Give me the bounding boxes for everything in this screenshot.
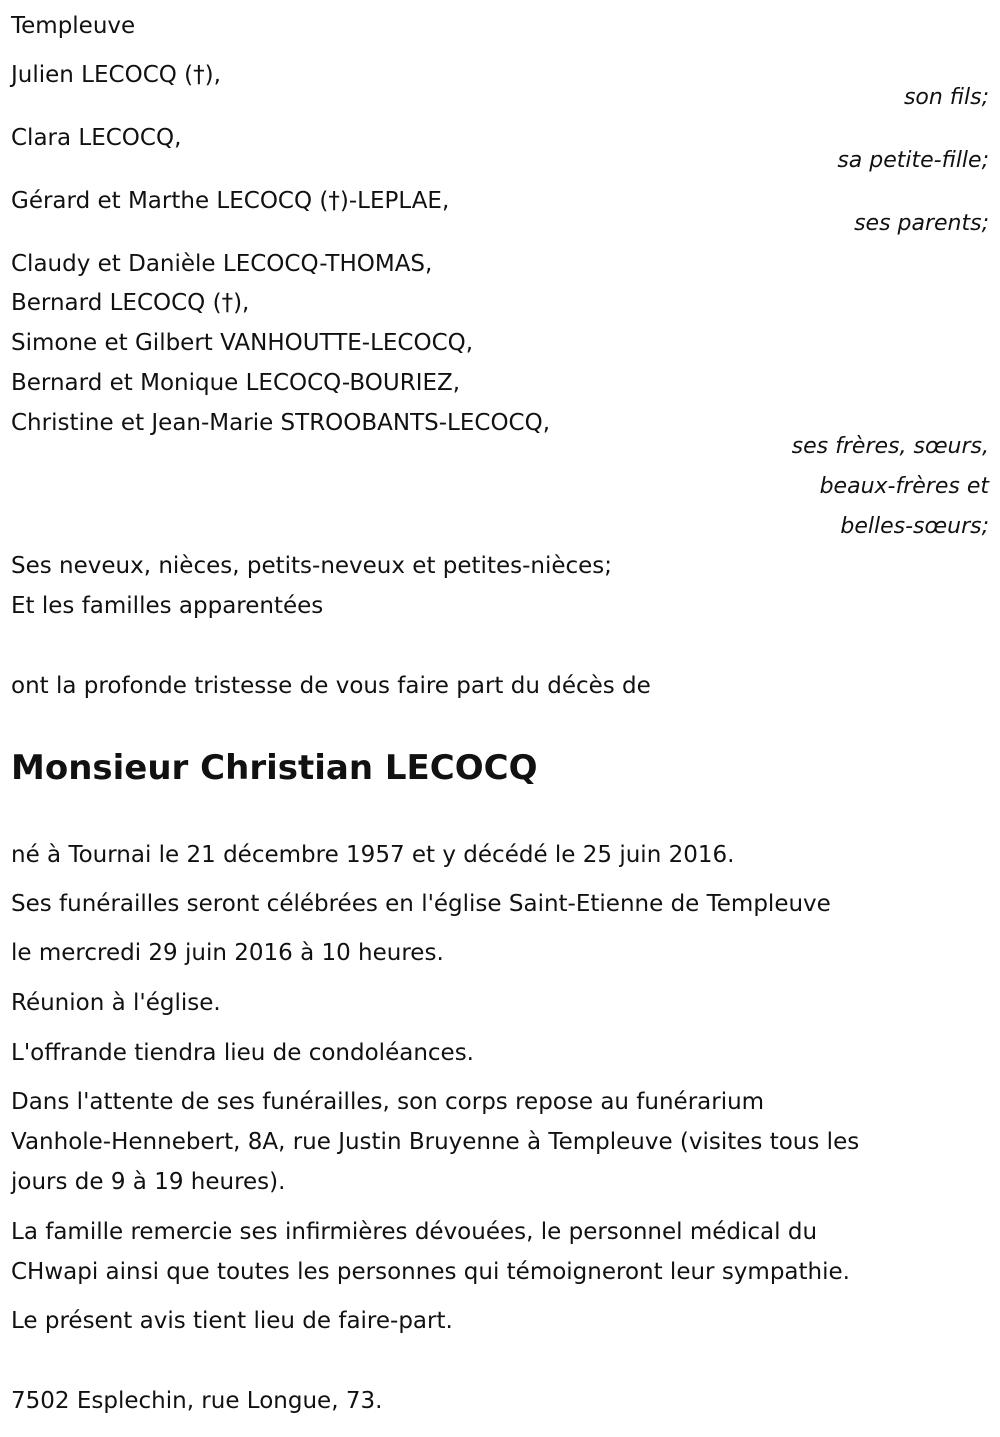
detail-line: le mercredi 29 juin 2016 à 10 heures. (11, 940, 444, 966)
detail-line: né à Tournai le 21 décembre 1957 et y décédé le 25 juin 2016. (11, 842, 735, 868)
sibling-line: Christine et Jean-Marie STROOBANTS-LECOCQ, (11, 410, 551, 436)
family-names: Julien LECOCQ (†), (11, 62, 221, 88)
address: 7502 Esplechin, rue Longue, 73. (11, 1388, 383, 1414)
sibling-line: Simone et Gilbert VANHOUTTE-LECOCQ, (11, 330, 474, 356)
sibling-line: Claudy et Danièle LECOCQ-THOMAS, (11, 251, 433, 277)
others-line: Ses neveux, nièces, petits-neveux et petites-nièces; (11, 553, 613, 579)
sibling-line: Bernard LECOCQ (†), (11, 290, 250, 316)
location: Templeuve (11, 13, 136, 39)
detail-line: L'offrande tiendra lieu de condoléances. (11, 1040, 474, 1066)
detail-line: Ses funérailles seront célébrées en l'église Saint-Etienne de Templeuve (11, 891, 831, 917)
detail-line: La famille remercie ses infirmières dévouées, le personnel médical du (11, 1219, 818, 1245)
sibling-line: Bernard et Monique LECOCQ-BOURIEZ, (11, 370, 461, 396)
detail-line: Réunion à l'église. (11, 990, 221, 1016)
others-line: Et les familles apparentées (11, 593, 324, 619)
siblings-relation: beaux-frères et (819, 474, 989, 499)
siblings-relation: belles-sœurs; (840, 514, 989, 539)
family-relation: ses parents; (854, 211, 989, 236)
deceased-name: Monsieur Christian LECOCQ (11, 748, 538, 788)
siblings-relation: ses frères, sœurs, (791, 434, 989, 459)
family-relation: sa petite-fille; (837, 148, 989, 173)
family-names: Clara LECOCQ, (11, 125, 182, 151)
detail-line: CHwapi ainsi que toutes les personnes qui témoigneront leur sympathie. (11, 1259, 850, 1285)
detail-line: jours de 9 à 19 heures). (11, 1169, 286, 1195)
detail-line: Le présent avis tient lieu de faire-part. (11, 1308, 453, 1334)
family-relation: son fils; (903, 85, 989, 110)
detail-line: Dans l'attente de ses funérailles, son corps repose au funérarium (11, 1089, 765, 1115)
detail-line: Vanhole-Hennebert, 8A, rue Justin Bruyenne à Templeuve (visites tous les (11, 1129, 860, 1155)
announcement: ont la profonde tristesse de vous faire part du décès de (11, 673, 651, 699)
family-names: Gérard et Marthe LECOCQ (†)-LEPLAE, (11, 188, 450, 214)
